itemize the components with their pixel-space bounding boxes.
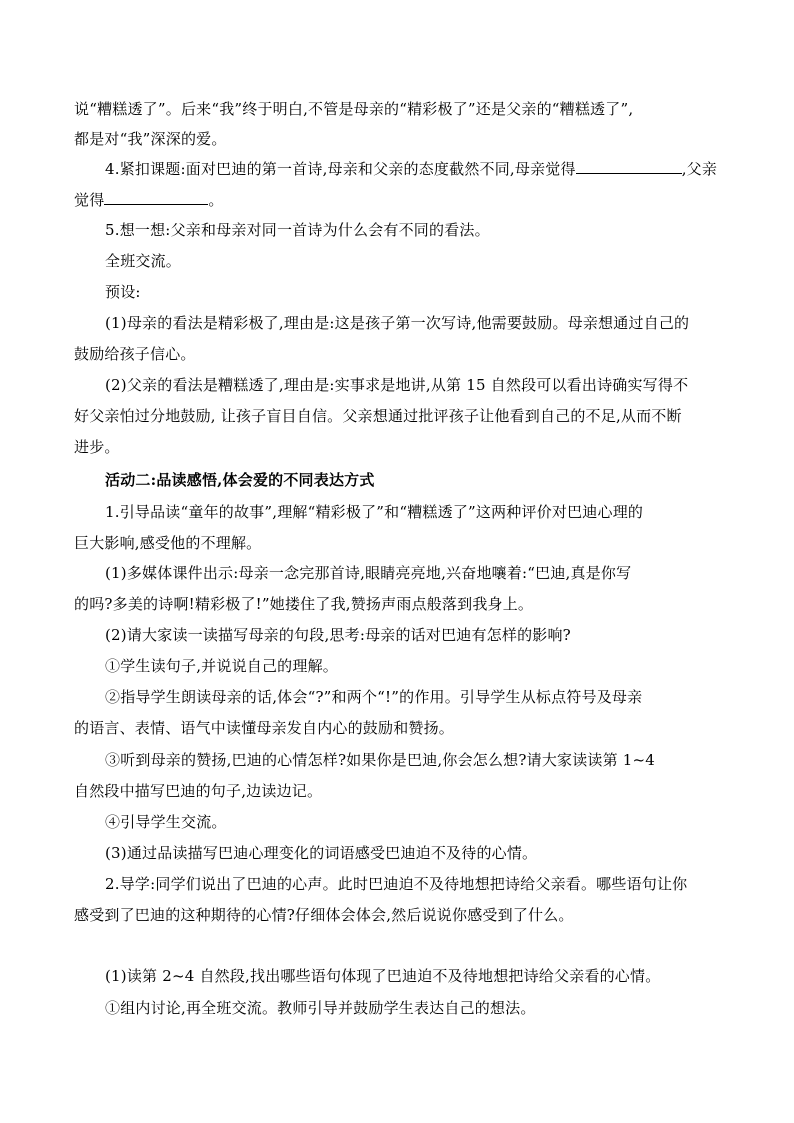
text-line: 说“糟糕透了”。后来“我”终于明白,不管是母亲的“精彩极了”还是父亲的“糟糕透了”, <box>74 100 634 118</box>
text-line: 预设: <box>105 283 141 301</box>
text-line: 的吗?多美的诗啊!精彩极了!”她搂住了我,赞扬声雨点般落到我身上。 <box>74 595 534 613</box>
text-line: 进步。 <box>74 438 120 456</box>
text-line: 5.想一想:父亲和母亲对同一首诗为什么会有不同的看法。 <box>105 221 490 239</box>
section-heading: 活动二:品读感悟,体会爱的不同表达方式 <box>105 471 375 489</box>
text-line: (1)多媒体课件出示:母亲一念完那首诗,眼睛亮亮地,兴奋地嚷着:“巴迪,真是你写 <box>105 564 632 582</box>
text-line: ②指导学生朗读母亲的话,体会“?”和两个“!”的作用。引导学生从标点符号及母亲 <box>105 688 643 706</box>
text-line: 全班交流。 <box>105 252 182 270</box>
text-line: (2)请大家读一读描写母亲的句段,思考:母亲的话对巴迪有怎样的影响? <box>105 626 571 644</box>
answer-blank[interactable] <box>576 159 682 174</box>
question-text: 4.紧扣课题:面对巴迪的第一首诗,母亲和父亲的态度截然不同,母亲觉得 <box>105 160 576 178</box>
text-line: (1)母亲的看法是精彩极了,理由是:这是孩子第一次写诗,他需要鼓励。母亲想通过自己的 <box>105 314 690 332</box>
text-line: 鼓励给孩子信心。 <box>74 345 196 363</box>
text-line: ④引导学生交流。 <box>105 813 227 831</box>
text-line: 自然段中描写巴迪的句子,边读边记。 <box>74 782 323 800</box>
text-line: 的语言、表情、语气中读懂母亲发自内心的鼓励和赞扬。 <box>74 719 455 737</box>
text-line: ①组内讨论,再全班交流。教师引导并鼓励学生表达自己的想法。 <box>105 999 536 1017</box>
text-line: 感受到了巴迪的这种期待的心情?仔细体会体会,然后说说你感受到了什么。 <box>74 906 574 924</box>
fill-in-question-4 <box>105 159 717 179</box>
text-line: 2.导学:同学们说出了巴迪的心声。此时巴迪迫不及待地想把诗给父亲看。哪些语句让你 <box>105 875 688 893</box>
text-line: 好父亲怕过分地鼓励, 让孩子盲目自信。父亲想通过批评孩子让他看到自己的不足,从而不断 <box>74 407 682 425</box>
text-line: 巨大影响,感受他的不理解。 <box>74 534 262 552</box>
text-line: ①学生读句子,并说说自己的理解。 <box>105 657 338 675</box>
text-line: (1)读第 2~4 自然段,找出哪些语句体现了巴迪迫不及待地想把诗给父亲看的心情。 <box>105 967 661 985</box>
question-text: 。 <box>208 191 224 209</box>
text-line: ③听到母亲的赞扬,巴迪的心情怎样?如果你是巴迪,你会怎么想?请大家读读第 1~4 <box>105 751 656 769</box>
answer-blank[interactable] <box>104 190 208 205</box>
text-line: 1.引导品读“童年的故事”,理解“精彩极了”和“糟糕透了”这两种评价对巴迪心理的 <box>105 503 644 521</box>
question-text: 觉得 <box>74 191 105 209</box>
text-line: (3)通过品读描写巴迪心理变化的词语感受巴迪迫不及待的心情。 <box>105 844 538 862</box>
text-line: 都是对“我”深深的爱。 <box>74 130 227 148</box>
question-text: ,父亲 <box>681 160 718 178</box>
text-line: (2)父亲的看法是糟糕透了,理由是:实事求是地讲,从第 15 自然段可以看出诗确实写得不 <box>105 376 689 394</box>
fill-in-question-4-cont <box>74 190 224 210</box>
